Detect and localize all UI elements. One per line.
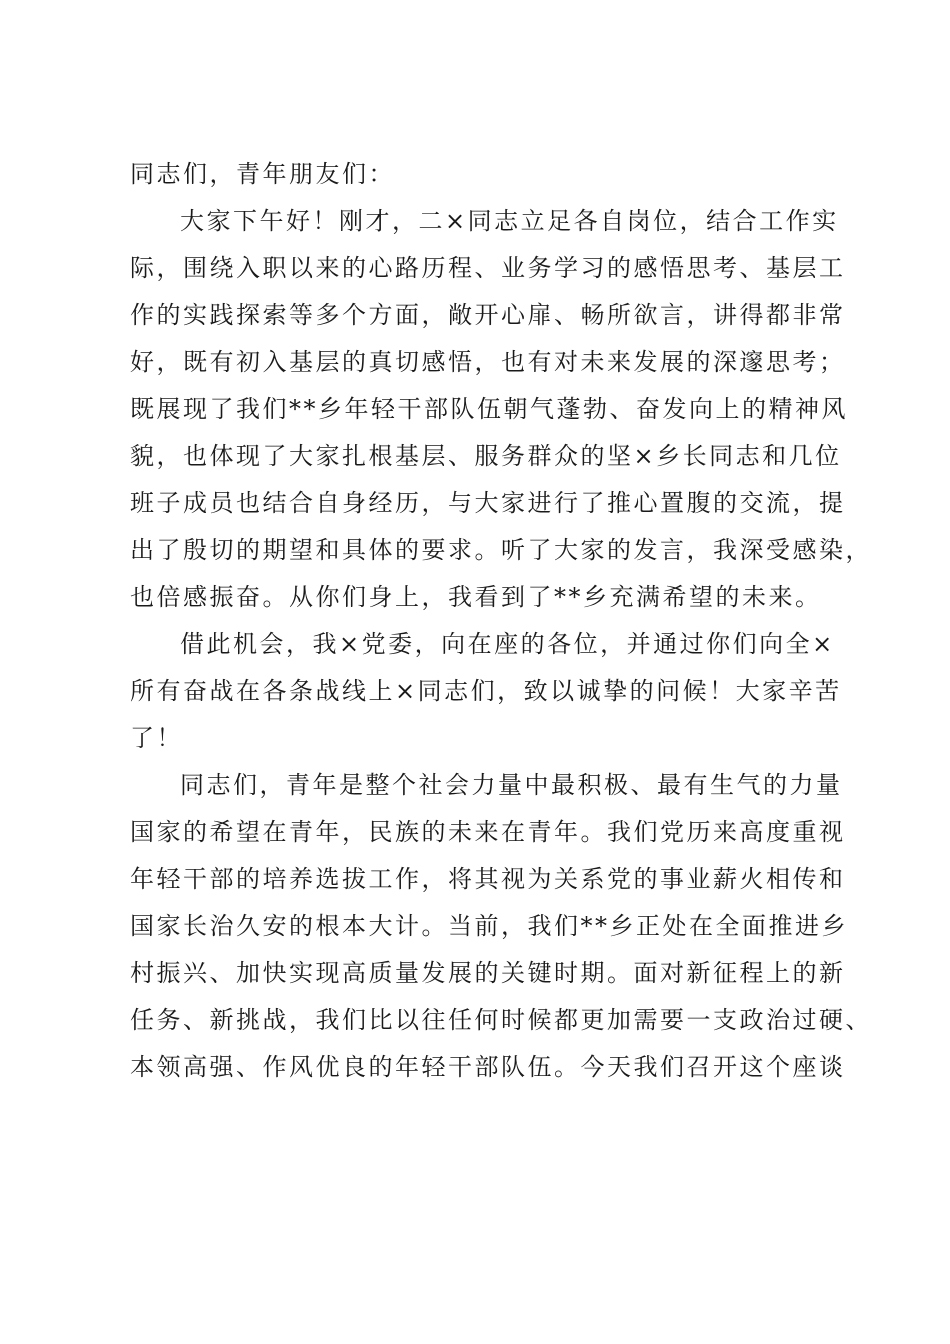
- paragraph-1-line-4: 好，既有初入基层的真切感悟，也有对未来发展的深邃思考；: [130, 348, 846, 376]
- paragraph-3-line-5: 村振兴、加快实现高质量发展的关键时期。面对新征程上的新: [130, 959, 846, 987]
- paragraph-2-line-3: 了！: [130, 724, 183, 752]
- paragraph-1-line-8: 出了殷切的期望和具体的要求。听了大家的发言，我深受感染，: [130, 536, 872, 564]
- paragraph-2-line-1: 借此机会，我×党委，向在座的各位，并通过你们向全×: [180, 630, 835, 658]
- paragraph-1-line-1: 大家下午好！刚才，二×同志立足各自岗位，结合工作实: [180, 207, 839, 235]
- paragraph-2-line-2: 所有奋战在各条战线上×同志们，致以诚挚的问候！大家辛苦: [130, 677, 842, 705]
- paragraph-3-line-7: 本领高强、作风优良的年轻干部队伍。今天我们召开这个座谈: [130, 1053, 846, 1081]
- speech-body: [130, 151, 872, 1091]
- paragraph-3-line-4: 国家长治久安的根本大计。当前，我们**乡正处在全面推进乡: [130, 912, 848, 940]
- paragraph-1-line-6: 貌，也体现了大家扎根基层、服务群众的坚×乡长同志和几位: [130, 442, 842, 470]
- paragraph-3-line-2: 国家的希望在青年，民族的未来在青年。我们党历来高度重视: [130, 818, 846, 846]
- paragraph-1-line-3: 作的实践探索等多个方面，敞开心扉、畅所欲言，讲得都非常: [130, 301, 846, 329]
- salutation-line: 同志们，青年朋友们：: [130, 160, 395, 188]
- paragraph-1-line-7: 班子成员也结合自身经历，与大家进行了推心置腹的交流，提: [130, 489, 846, 517]
- paragraph-3-line-3: 年轻干部的培养选拔工作，将其视为关系党的事业薪火相传和: [130, 865, 846, 893]
- paragraph-3-line-1: 同志们，青年是整个社会力量中最积极、最有生气的力量: [180, 771, 843, 799]
- paragraph-1-line-9: 也倍感振奋。从你们身上，我看到了**乡充满希望的未来。: [130, 583, 822, 611]
- paragraph-3-line-6: 任务、新挑战，我们比以往任何时候都更加需要一支政治过硬、: [130, 1006, 872, 1034]
- paragraph-1-line-2: 际，围绕入职以来的心路历程、业务学习的感悟思考、基层工: [130, 254, 846, 282]
- paragraph-1-line-5: 既展现了我们**乡年轻干部队伍朝气蓬勃、奋发向上的精神风: [130, 395, 848, 423]
